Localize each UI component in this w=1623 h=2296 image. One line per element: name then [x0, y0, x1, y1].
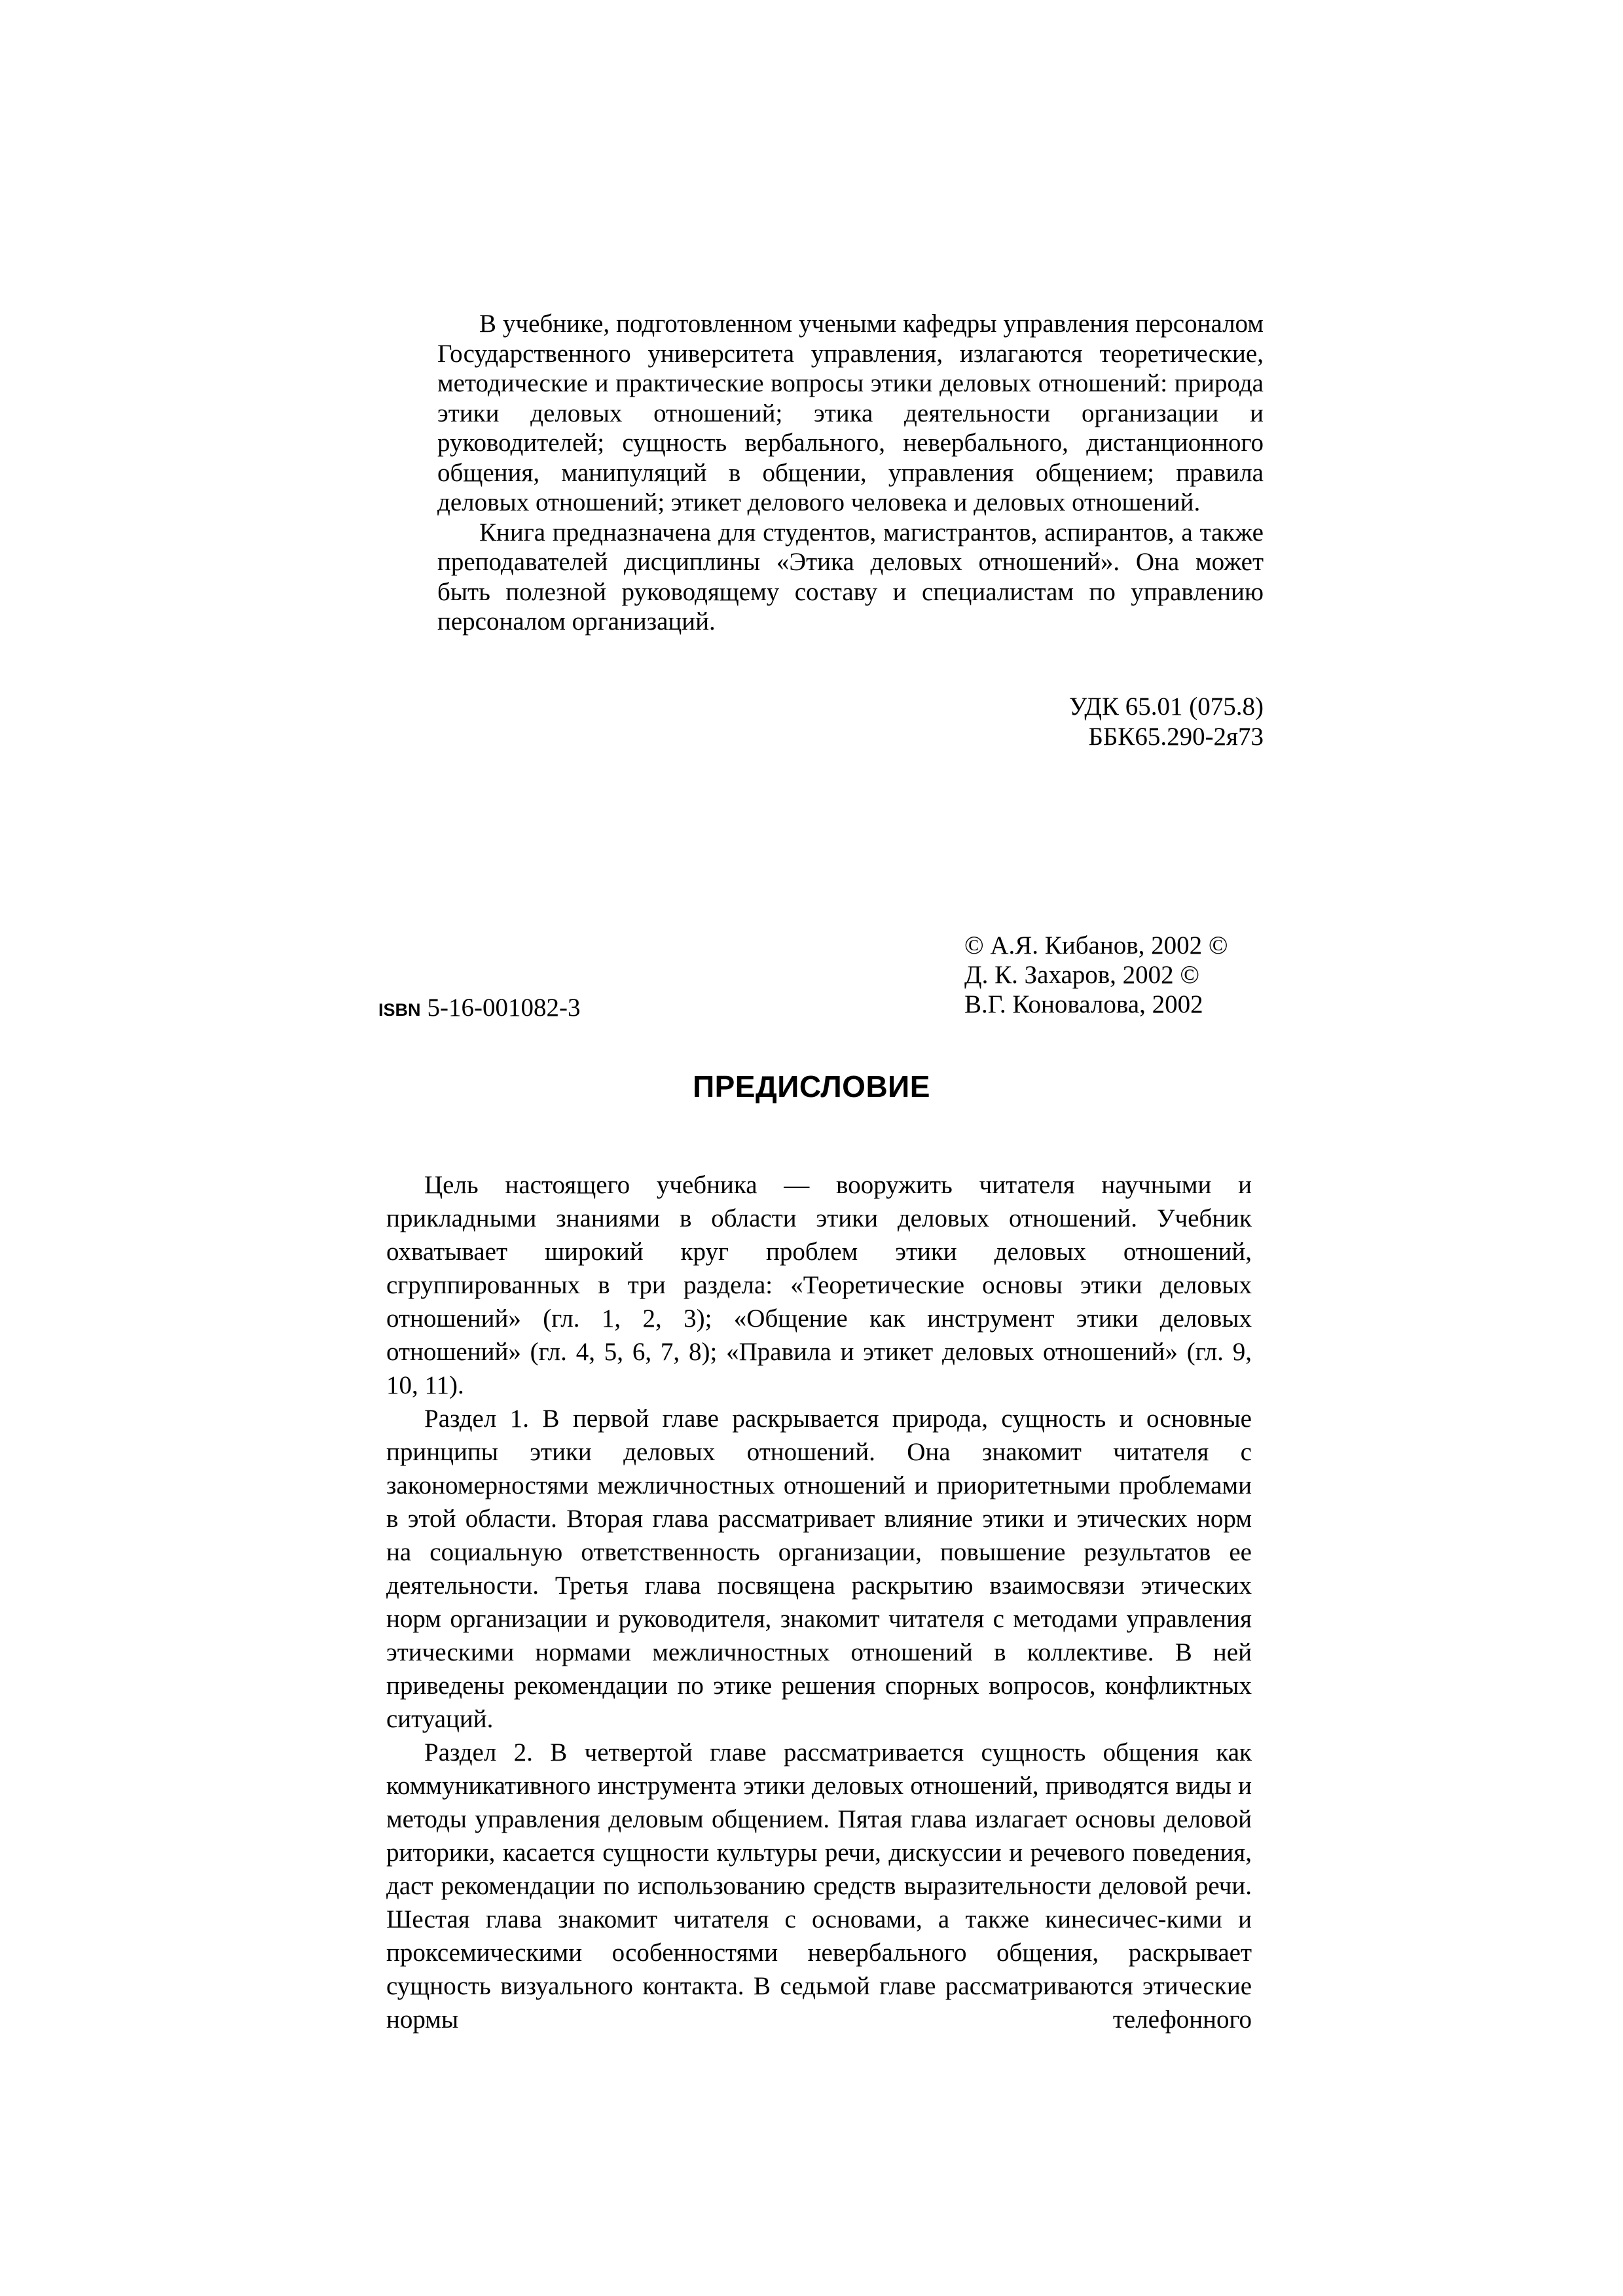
preface-paragraph-1: Цель настоящего учебника — вооружить читателя научными и прикладными знаниями в области этики деловых отношений. Учебник охватывает широкий круг проблем этики деловых отношений, сгруппированных в три раздела: «Теоретические основы этики деловых отношений» (гл. 1, 2, 3); «Общение как инструмент этики деловых отношений» (гл. 4, 5, 6, 7, 8); «Правила и этикет деловых отношений» (гл. 9, 10, 11). [386, 1171, 1252, 1399]
abstract-block [437, 309, 1264, 637]
copyright-line: © А.Я. Кибанов, 2002 © [964, 931, 1228, 960]
preface-title: ПРЕДИСЛОВИЕ [693, 1069, 930, 1103]
preface-paragraph-2: Раздел 1. В первой главе раскрывается природа, сущность и основные принципы этики деловых отношений. Она знакомит читателя с закономерностями межличностных отношений и приоритетными проблемами в этой области. Вторая глава рассматривает влияние этики и этических норм на социальную ответственность организации, повышение результатов ее деятельности. Третья глава посвящена раскрытию взаимосвязи этических норм организации и руководителя, знакомит читателя с методами управления этическими нормами межличностных отношений в коллективе. В ней приведены рекомендации по этике решения спорных вопросов, конфликтных ситуаций. [386, 1405, 1252, 1733]
udk-code: УДК 65.01 (075.8) [1068, 692, 1264, 721]
preface-paragraph-3: Раздел 2. В четвертой главе рассматривается сущность общения как коммуникативного инструмента этики деловых отношений, приводятся виды и методы управления деловым общением. Пятая глава излагает основы деловой риторики, касается сущности культуры речи, дискуссии и речевого поведения, даст рекомендации по использованию средств выразительности деловой речи. Шестая глава знакомит читателя с основами, а также кинесичес-кими и проксемическими особенностями невербального общения, раскрывает сущность визуального контакта. В седьмой главе рассматриваются этические нормы телефонного [386, 1738, 1252, 2034]
abstract-paragraph-2: Книга предназначена для студентов, магистрантов, аспирантов, а также преподавателей дисциплины «Этика деловых отношений». Она может быть полезной руководящему составу и специалистам по управлению персоналом организаций. [437, 518, 1264, 636]
bbk-code: ББК65.290-2я73 [1088, 723, 1264, 751]
abstract-paragraph-1: В учебнике, подготовленном учеными кафедры управления персоналом Государственного университета управления, излагаются теоретические, методические и практические вопросы этики деловых отношений: природа этики деловых отношений; этика деятельности организации и руководителей; сущность вербального, невербального, дистанционного общения, манипуляций в общении, управления общением; правила деловых отношений; этикет делового человека и деловых отношений. [437, 310, 1264, 516]
isbn-number: 5-16-001082-3 [427, 994, 581, 1022]
isbn-line [378, 993, 580, 1025]
copyright-block [964, 931, 1228, 1019]
isbn-label: ISBN [378, 1000, 421, 1020]
classification-codes [1069, 692, 1264, 752]
preface-body [386, 1168, 1252, 2036]
copyright-line: Д. К. Захаров, 2002 © [964, 961, 1200, 989]
copyright-line: В.Г. Коновалова, 2002 [964, 990, 1203, 1018]
